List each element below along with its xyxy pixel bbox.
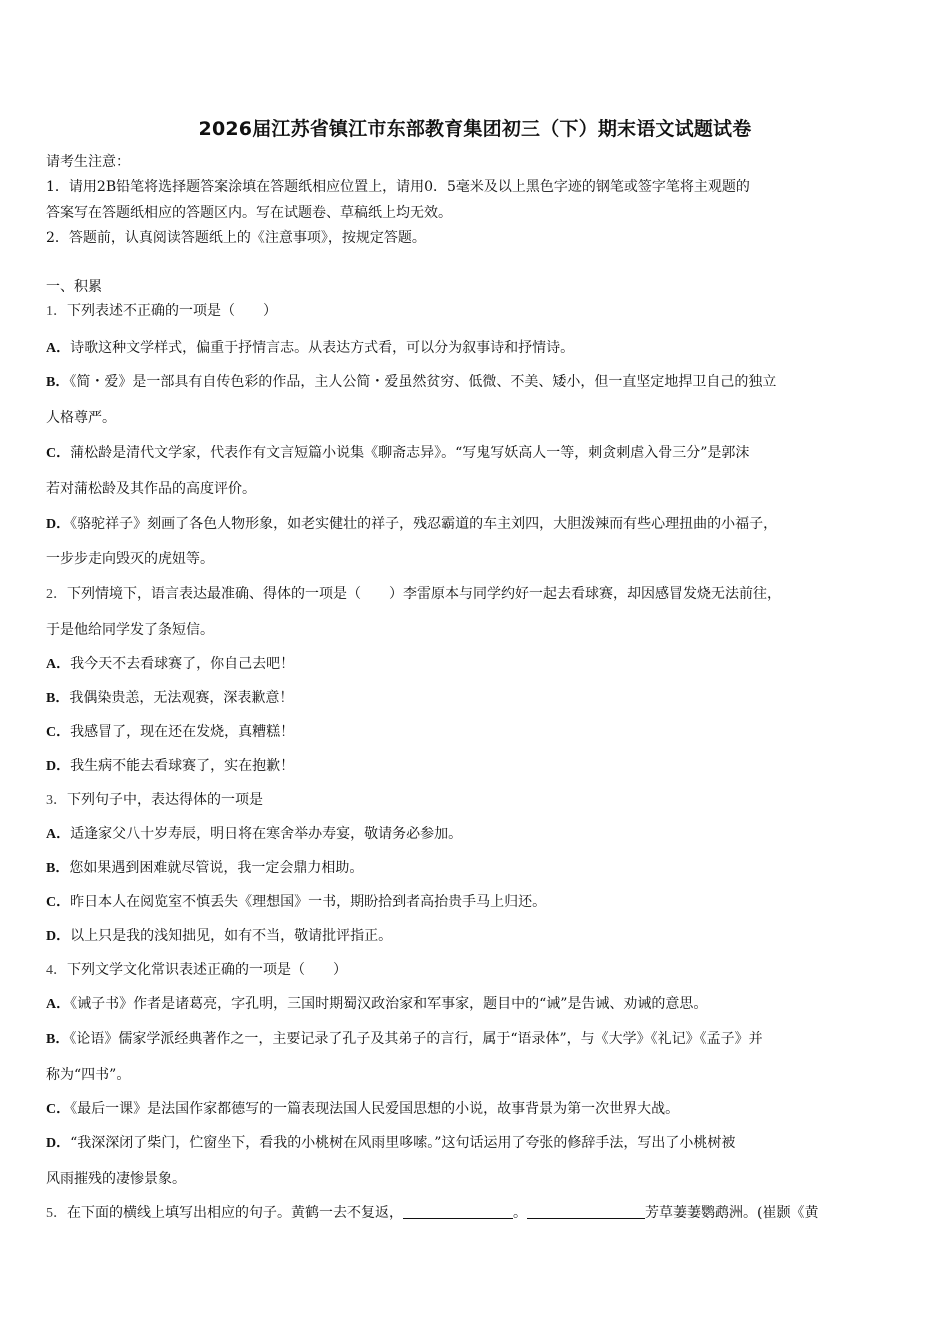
notice-line-1: 1．请用2B铅笔将选择题答案涂填在答题纸相应位置上，请用0．5毫米及以上黑色字迹的钢笔或签字笔将主观题的	[46, 179, 750, 195]
option-text: 我感冒了，现在还在发烧，真糟糕！	[70, 724, 295, 740]
option-text: 以上只是我的浅知拙见，如有不当，敬请批评指正。	[70, 928, 393, 944]
question-stem: 下列句子中，表达得体的一项是	[67, 792, 263, 808]
answer-blank-1[interactable]	[403, 1204, 513, 1219]
question-2	[46, 584, 781, 605]
option-label: A．	[46, 657, 71, 672]
option-text: 我今天不去看球赛了，你自己去吧！	[70, 656, 295, 672]
question-stem-tail: 芳草萋萋鹦鹉洲。(崔颢《黄	[645, 1205, 819, 1221]
question-number: 1．	[46, 304, 67, 319]
q4-option-d-cont: 风雨摧残的凄惨景象。	[46, 1171, 186, 1187]
q1-option-b-cont: 人格尊严。	[46, 410, 116, 426]
option-text: “我深深闭了柴门，伫窗坐下，看我的小桃树在风雨里哆嗦。”这句话运用了夸张的修辞手法，写出了小桃树被	[70, 1135, 736, 1151]
notice-line-3: 2．答题前，认真阅读答题纸上的《注意事项》，按规定答题。	[46, 230, 426, 246]
option-text: 我生病不能去看球赛了，实在抱歉！	[70, 758, 295, 774]
option-text: 您如果遇到困难就尽管说，我一定会鼎力相助。	[69, 860, 364, 876]
q2-option-b	[46, 688, 293, 709]
question-number: 3．	[46, 793, 67, 808]
option-label: B．	[46, 375, 70, 390]
q3-option-c	[46, 892, 546, 913]
option-text: 适逢家父八十岁寿辰，明日将在寒舍举办寿宴，敬请务必参加。	[70, 826, 463, 842]
q3-option-d	[46, 926, 392, 947]
option-text: 蒲松龄是清代文学家，代表作有文言短篇小说集《聊斋志异》。“写鬼写妖高人一等，刺贪刺虐入骨三分”是郭沫	[70, 445, 750, 461]
q4-option-d	[46, 1133, 735, 1154]
answer-blank-2[interactable]	[527, 1204, 645, 1219]
question-number: 5．	[46, 1206, 67, 1221]
option-label: B．	[46, 1032, 70, 1047]
q3-option-a	[46, 824, 462, 845]
q3-option-b	[46, 858, 363, 879]
notice-line-2: 答案写在答题纸相应的答题区内。写在试题卷、草稿纸上均无效。	[46, 205, 452, 221]
option-label: B．	[46, 861, 70, 876]
notice-heading: 请考生注意：	[46, 154, 130, 170]
option-text: 《论语》儒家学派经典著作之一，主要记录了孔子及其弟子的言行，属于“语录体”，与《大学》《礼记》《孟子》并	[69, 1031, 763, 1047]
q1-option-c	[46, 443, 749, 464]
q4-option-c	[46, 1099, 679, 1120]
option-label: C．	[46, 446, 71, 461]
q1-option-d-cont: 一步步走向毁灭的虎妞等。	[46, 551, 214, 567]
option-label: D．	[46, 517, 71, 532]
option-label: A．	[46, 827, 71, 842]
option-label: C．	[46, 1102, 71, 1117]
q4-option-a	[46, 994, 707, 1015]
question-5	[46, 1203, 818, 1224]
option-text: 《诫子书》作者是诸葛亮，字孔明，三国时期蜀汉政治家和军事家，题目中的“诫”是告诫、劝诫的意思。	[70, 996, 708, 1012]
option-label: B．	[46, 691, 70, 706]
q2-option-a	[46, 654, 294, 675]
option-label: A．	[46, 341, 71, 356]
option-text: 我偶染贵恙，无法观赛，深表歉意！	[69, 690, 294, 706]
option-label: A．	[46, 997, 71, 1012]
q1-option-d	[46, 514, 777, 535]
option-label: D．	[46, 759, 71, 774]
q2-option-c	[46, 722, 294, 743]
question-number: 2．	[46, 587, 67, 602]
option-text: 诗歌这种文学样式，偏重于抒情言志。从表达方式看，可以分为叙事诗和抒情诗。	[70, 340, 575, 356]
option-text: 《简・爱》是一部具有自传色彩的作品，主人公简・爱虽然贫穷、低微、不美、矮小，但一直坚定地捍卫自己的独立	[69, 374, 777, 390]
option-label: D．	[46, 929, 71, 944]
question-4	[46, 960, 347, 981]
question-1	[46, 301, 277, 322]
option-text: 昨日本人在阅览室不慎丢失《理想国》一书，期盼拾到者高抬贵手马上归还。	[70, 894, 547, 910]
question-stem: 下列情境下，语言表达最准确、得体的一项是（ ）李雷原本与同学约好一起去看球赛，却因感冒发烧无法前往，	[67, 586, 781, 602]
q4-option-b	[46, 1029, 763, 1050]
option-label: C．	[46, 895, 71, 910]
separator: 。	[513, 1205, 527, 1221]
option-text: 《最后一课》是法国作家都德写的一篇表现法国人民爱国思想的小说，故事背景为第一次世界大战。	[70, 1101, 680, 1117]
question-number: 4．	[46, 963, 67, 978]
option-label: C．	[46, 725, 71, 740]
q1-option-a	[46, 338, 574, 359]
option-text: 《骆驼祥子》刻画了各色人物形象，如老实健壮的祥子，残忍霸道的车主刘四，大胆泼辣而有些心理扭曲的小福子，	[70, 516, 778, 532]
question-stem: 下列文学文化常识表述正确的一项是（ ）	[67, 962, 347, 978]
q2-stem-cont: 于是他给同学发了条短信。	[46, 622, 214, 638]
q2-option-d	[46, 756, 294, 777]
q1-option-b	[46, 372, 776, 393]
exam-title: 2026届江苏省镇江市东部教育集团初三（下）期末语文试题试卷	[198, 118, 752, 140]
option-label: D．	[46, 1136, 71, 1151]
section-heading: 一、积累	[46, 279, 102, 295]
question-stem: 下列表述不正确的一项是（ ）	[67, 303, 277, 319]
q1-option-c-cont: 若对蒲松龄及其作品的高度评价。	[46, 481, 256, 497]
q4-option-b-cont: 称为“四书”。	[46, 1067, 131, 1083]
question-3	[46, 790, 263, 811]
question-stem: 在下面的横线上填写出相应的句子。黄鹤一去不复返，	[67, 1205, 403, 1221]
